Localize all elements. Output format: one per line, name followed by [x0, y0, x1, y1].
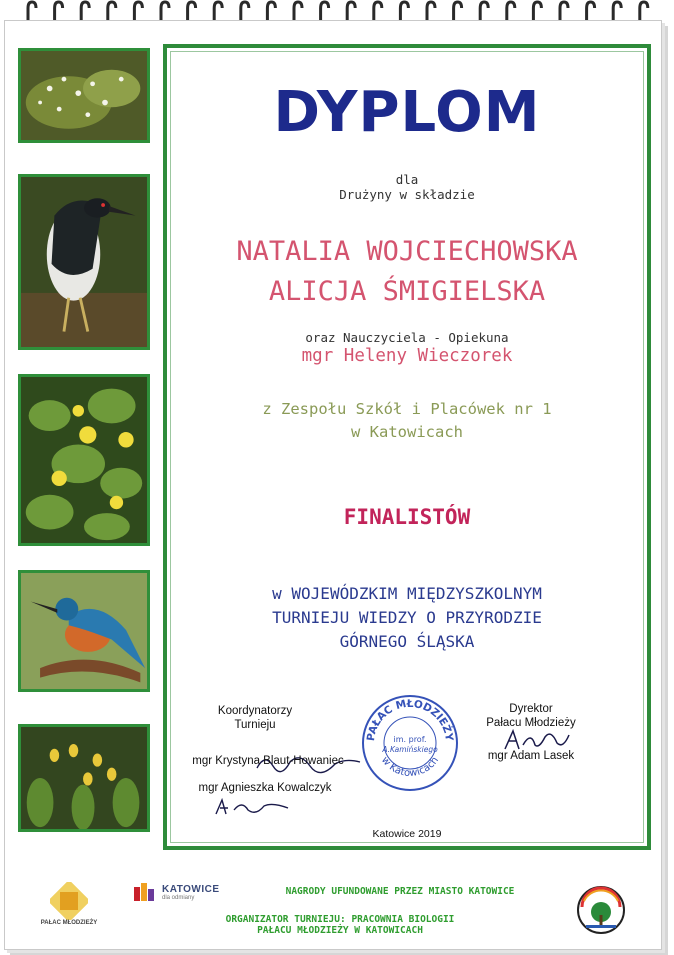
spiral-ring	[613, 2, 621, 20]
spiral-ring	[108, 2, 116, 20]
school-line-1: z Zespołu Szkół i Placówek nr 1	[262, 400, 552, 418]
spiral-ring	[188, 2, 196, 20]
coordinator-2-signature	[212, 796, 292, 820]
coordinator-1-name: mgr Krystyna Blaut-Howaniec	[192, 755, 344, 767]
spiral-ring	[507, 2, 515, 20]
stamp-top-text: PAŁAC MŁODZIEŻY	[364, 697, 456, 742]
official-stamp	[360, 693, 460, 793]
moss-flowers-photo	[18, 48, 150, 143]
coordinator-2-name: mgr Agnieszka Kowalczyk	[198, 782, 332, 794]
teacher-name: mgr Heleny Wieczorek	[301, 346, 513, 366]
footer-organizer-1: ORGANIZATOR TURNIEJU: PRACOWNIA BIOLOGII	[225, 914, 455, 925]
coordinators-title-2: Turnieju	[234, 719, 276, 731]
katowice-logo-text: KATOWICE	[162, 884, 220, 895]
spiral-ring	[640, 2, 648, 20]
katowice-tagline: dla odmiany	[162, 895, 195, 901]
place-date: Katowice 2019	[372, 828, 442, 840]
spiral-ring	[55, 2, 63, 20]
diploma-title: DYPLOM	[273, 80, 541, 145]
footer-awards: NAGRODY UFUNDOWANE PRZEZ MIASTO KATOWICE	[285, 886, 515, 897]
spiral-ring	[241, 2, 249, 20]
spiral-ring	[347, 2, 355, 20]
director-name: mgr Adam Lasek	[487, 750, 575, 762]
yellow-flowers-photo	[18, 374, 150, 546]
footer-organizer-2: PAŁACU MŁODZIEŻY W KATOWICACH	[257, 925, 423, 936]
stamp-bottom-text: w Katowicach	[378, 754, 442, 780]
spiral-ring	[587, 2, 595, 20]
contest-line-3: GÓRNEGO ŚLĄSKA	[339, 632, 475, 651]
coordinators-title-1: Koordynatorzy	[217, 705, 293, 717]
palace-logo-icon	[50, 882, 88, 920]
spiral-ring	[427, 2, 435, 20]
kingfisher-photo	[18, 570, 150, 692]
spiral-ring	[28, 2, 36, 20]
student-name-1: NATALIA WOJCIECHOWSKA	[236, 236, 578, 267]
teacher-label: oraz Nauczyciela - Opiekuna	[305, 330, 509, 345]
contest-line-1: w WOJEWÓDZKIM MIĘDZYSZKOLNYM	[272, 584, 542, 603]
palace-logo-text: PAŁAC MŁODZIEŻY	[40, 920, 98, 926]
school-line-2: w Katowicach	[351, 423, 463, 441]
spiral-ring	[560, 2, 568, 20]
spiral-ring	[214, 2, 222, 20]
team-label: Drużyny w składzie	[339, 187, 475, 202]
heron-photo	[18, 174, 150, 350]
spiral-ring	[294, 2, 302, 20]
spiral-ring	[134, 2, 142, 20]
spiral-ring	[321, 2, 329, 20]
for-label: dla	[395, 172, 419, 187]
spiral-ring	[267, 2, 275, 20]
stamp-mid-text-1: im. prof.	[393, 735, 427, 744]
orchids-photo	[18, 724, 150, 832]
stamp-mid-text-2: A.Kamińskiego	[382, 745, 438, 754]
contest-line-2: TURNIEJU WIEDZY O PRZYRODZIE	[272, 608, 542, 627]
spiral-ring	[533, 2, 541, 20]
spiral-ring	[454, 2, 462, 20]
katowice-logo-icon	[134, 881, 160, 903]
director-title-2: Pałacu Młodzieży	[486, 717, 576, 729]
spiral-ring	[374, 2, 382, 20]
svg-text:w Katowicach	[379, 755, 441, 779]
spiral-ring	[81, 2, 89, 20]
finalists-heading: FINALISTÓW	[343, 505, 471, 529]
spiral-ring	[161, 2, 169, 20]
spiral-ring	[400, 2, 408, 20]
director-title-1: Dyrektor	[509, 703, 553, 715]
biology-lab-logo-icon	[576, 885, 626, 935]
student-name-2: ALICJA ŚMIGIELSKA	[268, 276, 546, 307]
spiral-ring	[480, 2, 488, 20]
